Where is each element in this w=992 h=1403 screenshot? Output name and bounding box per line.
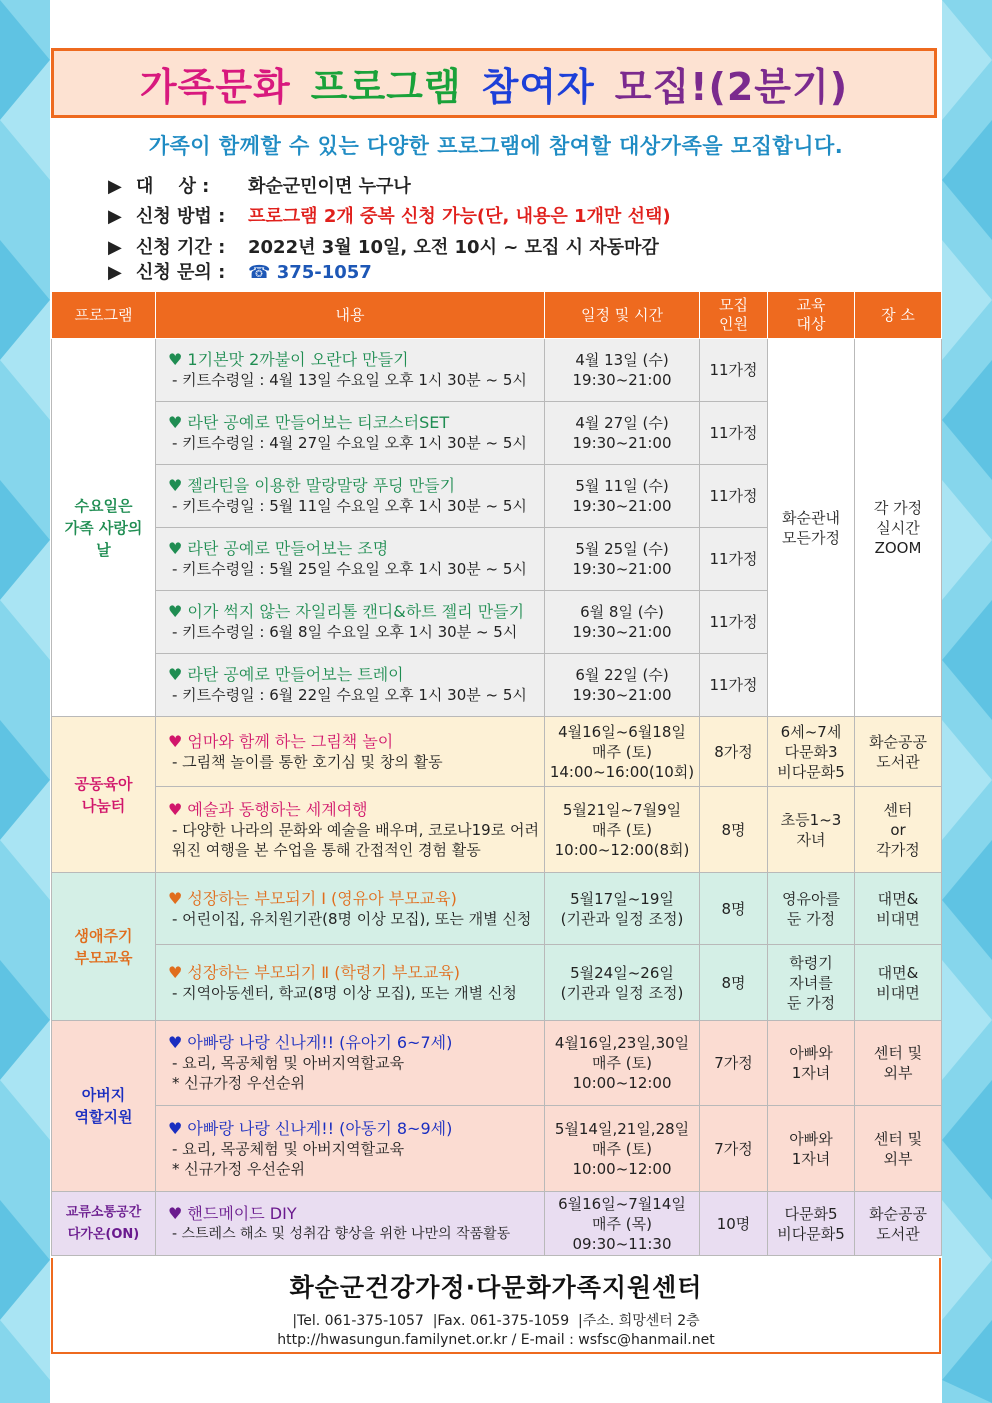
content-cell <box>156 339 545 402</box>
header-place: 장 소 <box>855 292 942 339</box>
header-count: 모집 인원 <box>700 292 768 339</box>
content-cell <box>156 465 545 528</box>
content-cell <box>156 402 545 465</box>
table-row <box>52 717 942 787</box>
info-value: 화순군민이면 누구나 <box>248 176 411 197</box>
program-detail: - 어린이집, 유치원기관(8명 이상 모집), 또는 개별 신청 <box>172 909 532 928</box>
info-key: 신청 방법 : <box>136 206 226 227</box>
program-detail: - 요리, 목공체험 및 아버지역할교육 * 신규가정 우선순위 <box>172 1054 405 1092</box>
info-contact <box>108 258 372 284</box>
schedule-cell: 4월 13일 (수) 19:30~21:00 <box>545 339 700 402</box>
target-cell: 아빠와 1자녀 <box>768 1106 855 1192</box>
target-cell: 아빠와 1자녀 <box>768 1021 855 1106</box>
program-title: ♥ 이가 썩지 않는 자일리톨 캔디&하트 젤리 만들기 <box>168 602 525 621</box>
program-detail: - 요리, 목공체험 및 아버지역할교육 * 신규가정 우선순위 <box>172 1139 405 1178</box>
program-name: 생애주기 부모교육 <box>52 873 156 1021</box>
content-cell <box>156 717 545 787</box>
arrow-icon: ▶ <box>108 237 122 258</box>
count-cell: 11가정 <box>700 465 768 528</box>
program-detail: - 스트레스 해소 및 성취감 향상을 위한 나만의 작품활동 <box>172 1225 511 1242</box>
title-part-2: 프로그램 <box>310 64 462 109</box>
count-cell: 7가정 <box>700 1021 768 1106</box>
content-cell <box>156 1192 545 1256</box>
arrow-icon: ▶ <box>108 206 122 227</box>
target-cell: 학령기 자녀를 둔 가정 <box>768 945 855 1021</box>
place-cell: 화순공공 도서관 <box>855 1192 942 1256</box>
count-cell: 11가정 <box>700 528 768 591</box>
target-cell: 초등1~3 자녀 <box>768 787 855 873</box>
target-cell: 6세~7세 다문화3 비다문화5 <box>768 717 855 787</box>
program-title: ♥ 라탄 공예로 만들어보는 트레이 <box>168 665 404 684</box>
table-row <box>52 1106 942 1192</box>
place-cell: 대면& 비대면 <box>855 945 942 1021</box>
program-name: 공동육아 나눔터 <box>52 717 156 873</box>
program-detail: - 키트수령일 : 4월 27일 수요일 오후 1시 30분 ~ 5시 <box>172 434 527 452</box>
title-part-3: 참여자 <box>481 64 595 109</box>
info-value: ☎ 375-1057 <box>248 262 372 283</box>
count-cell: 7가정 <box>700 1106 768 1192</box>
count-cell: 11가정 <box>700 339 768 402</box>
table-row <box>52 945 942 1021</box>
count-cell: 8명 <box>700 873 768 945</box>
target-cell: 다문화5 비다문화5 <box>768 1192 855 1256</box>
count-cell: 10명 <box>700 1192 768 1256</box>
program-title: ♥ 아빠랑 나랑 신나게!! (아동기 8~9세) <box>168 1118 453 1138</box>
program-detail: - 키트수령일 : 5월 25일 수요일 오후 1시 30분 ~ 5시 <box>172 560 527 578</box>
schedule-cell: 6월 22일 (수) 19:30~21:00 <box>545 654 700 717</box>
schedule-cell: 5월21일~7월9일 매주 (토) 10:00~12:00(8회) <box>545 787 700 873</box>
program-name: 교류소통공간 다가온(ON) <box>52 1192 156 1256</box>
target-cell: 화순관내 모든가정 <box>768 339 855 717</box>
count-cell: 8명 <box>700 787 768 873</box>
info-key: 대 상 : <box>136 176 210 197</box>
program-title: ♥ 성장하는 부모되기 Ⅰ (영유아 부모교육) <box>168 888 457 908</box>
schedule-cell: 5월24일~26일 (기관과 일정 조정) <box>545 945 700 1021</box>
content-cell <box>156 654 545 717</box>
header-target: 교육 대상 <box>768 292 855 339</box>
schedule-cell: 4월 27일 (수) 19:30~21:00 <box>545 402 700 465</box>
arrow-icon: ▶ <box>108 262 122 283</box>
content-cell <box>156 787 545 873</box>
organization-name: 화순군건강가정·다문화가족지원센터 <box>289 1273 703 1302</box>
place-cell: 센터 or 각가정 <box>855 787 942 873</box>
info-value: 프로그램 2개 중복 신청 가능(단, 내용은 1개만 선택) <box>248 206 671 227</box>
table-header <box>52 292 942 339</box>
page-title <box>51 48 937 118</box>
schedule-cell: 6월 8일 (수) 19:30~21:00 <box>545 591 700 654</box>
info-target <box>108 172 411 198</box>
info-key: 신청 문의 : <box>136 262 226 283</box>
contact-line: |Tel. 061-375-1057 |Fax. 061-375-1059 |주소. 희망센터 2층 <box>292 1313 700 1329</box>
place-cell: 대면& 비대면 <box>855 873 942 945</box>
table-row <box>52 787 942 873</box>
program-title: ♥ 예술과 동행하는 세계여행 <box>168 799 368 819</box>
info-method <box>108 202 671 228</box>
schedule-cell: 5월 25일 (수) 19:30~21:00 <box>545 528 700 591</box>
table-row <box>52 1192 942 1256</box>
program-detail: - 그림책 놀이를 통한 호기심 및 창의 활동 <box>172 752 443 771</box>
schedule-cell: 5월17일~19일 (기관과 일정 조정) <box>545 873 700 945</box>
title-part-1: 가족문화 <box>139 64 291 109</box>
web-line: http://hwasungun.familynet.or.kr / E-mail : wsfsc@hanmail.net <box>277 1332 715 1348</box>
count-cell: 8명 <box>700 945 768 1021</box>
program-detail: - 다양한 나라의 문화와 예술을 배우며, 코로나19로 어려워진 여행을 본 수업을 통해 간접적인 경험 활동 <box>172 820 539 859</box>
schedule-cell: 5월14일,21일,28일 매주 (토) 10:00~12:00 <box>545 1106 700 1192</box>
count-cell: 11가정 <box>700 591 768 654</box>
content-cell <box>156 528 545 591</box>
count-cell: 11가정 <box>700 402 768 465</box>
target-cell: 영유아를 둔 가정 <box>768 873 855 945</box>
content-cell <box>156 873 545 945</box>
program-detail: - 지역아동센터, 학교(8명 이상 모집), 또는 개별 신청 <box>172 983 517 1002</box>
title-part-4: 모집!(2분기) <box>614 64 849 109</box>
program-title: ♥ 핸드메이드 DIY <box>168 1203 297 1223</box>
program-title: ♥ 성장하는 부모되기 Ⅱ (학령기 부모교육) <box>168 962 460 982</box>
program-title: ♥ 엄마와 함께 하는 그림책 놀이 <box>168 731 394 751</box>
info-key: 신청 기간 : <box>136 237 226 258</box>
program-detail: - 키트수령일 : 6월 8일 수요일 오후 1시 30분 ~ 5시 <box>172 623 518 641</box>
place-cell: 센터 및 외부 <box>855 1021 942 1106</box>
count-cell: 8가정 <box>700 717 768 787</box>
place-cell: 센터 및 외부 <box>855 1106 942 1192</box>
program-title: ♥ 젤라틴을 이용한 말랑말랑 푸딩 만들기 <box>168 476 456 495</box>
header-program: 프로그램 <box>52 292 156 339</box>
schedule-cell: 4월16일,23일,30일 매주 (토) 10:00~12:00 <box>545 1021 700 1106</box>
program-title: ♥ 1기본맛 2까불이 오란다 만들기 <box>168 350 409 369</box>
table-row <box>52 339 942 402</box>
program-detail: - 키트수령일 : 6월 22일 수요일 오후 1시 30분 ~ 5시 <box>172 686 527 704</box>
program-title: ♥ 아빠랑 나랑 신나게!! (유아기 6~7세) <box>168 1033 453 1052</box>
count-cell: 11가정 <box>700 654 768 717</box>
content-cell <box>156 591 545 654</box>
place-cell: 화순공공 도서관 <box>855 717 942 787</box>
place-cell: 각 가정 실시간 ZOOM <box>855 339 942 717</box>
header-content: 내용 <box>156 292 545 339</box>
program-name: 수요일은 가족 사랑의 날 <box>52 339 156 717</box>
schedule-cell: 6월16일~7월14일 매주 (목) 09:30~11:30 <box>545 1192 700 1256</box>
content-cell <box>156 1021 545 1106</box>
footer <box>51 1258 941 1354</box>
program-name: 아버지 역할지원 <box>52 1021 156 1192</box>
schedule-cell: 4월16일~6월18일 매주 (토) 14:00~16:00(10회) <box>545 717 700 787</box>
program-detail: - 키트수령일 : 4월 13일 수요일 오후 1시 30분 ~ 5시 <box>172 371 527 389</box>
content-cell <box>156 945 545 1021</box>
program-title: ♥ 라탄 공예로 만들어보는 티코스터SET <box>168 413 450 432</box>
schedule-cell: 5월 11일 (수) 19:30~21:00 <box>545 465 700 528</box>
table-row <box>52 1021 942 1106</box>
arrow-icon: ▶ <box>108 176 122 197</box>
table-row <box>52 873 942 945</box>
program-table <box>51 291 941 1256</box>
program-detail: - 키트수령일 : 5월 11일 수요일 오후 1시 30분 ~ 5시 <box>172 497 527 515</box>
info-value: 2022년 3월 10일, 오전 10시 ~ 모집 시 자동마감 <box>248 237 659 258</box>
header-schedule: 일정 및 시간 <box>545 292 700 339</box>
info-period <box>108 233 659 259</box>
content-cell <box>156 1106 545 1192</box>
intro-text: 가족이 함께할 수 있는 다양한 프로그램에 참여할 대상가족을 모집합니다. <box>148 134 844 158</box>
program-title: ♥ 라탄 공예로 만들어보는 조명 <box>168 539 389 558</box>
